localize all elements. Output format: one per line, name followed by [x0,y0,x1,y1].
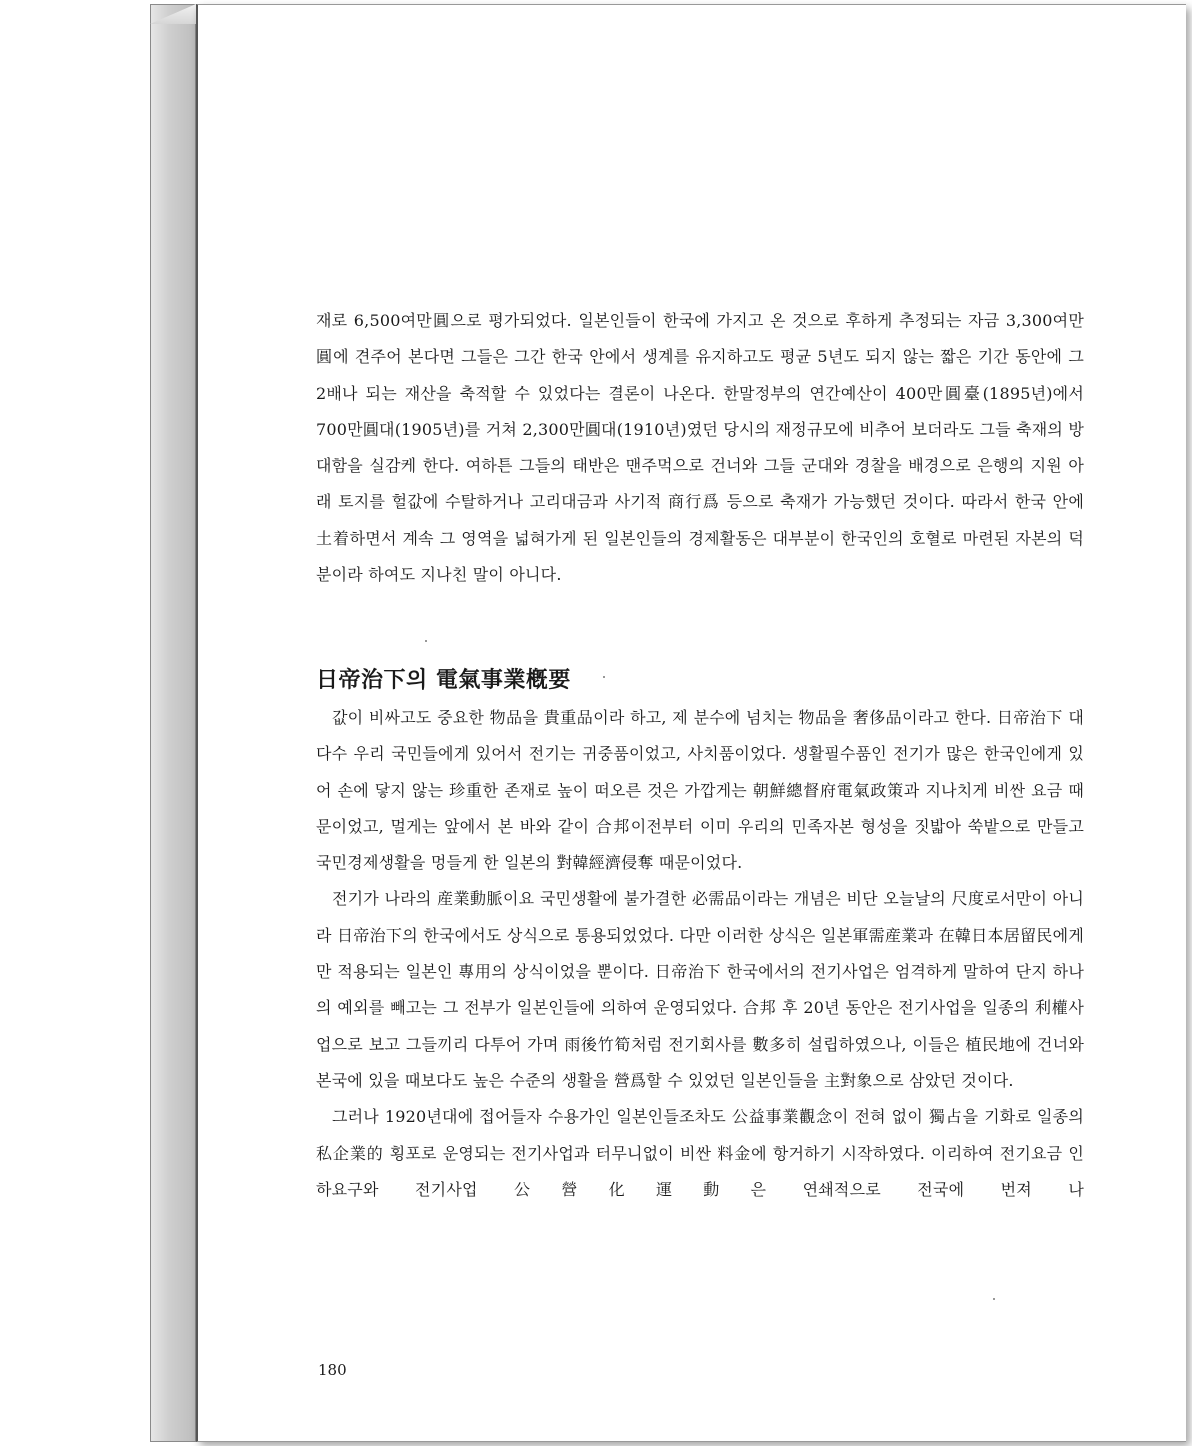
body-text-section-1 [316,303,1084,593]
body-text-section-2 [316,700,1084,1208]
paragraph: 재로 6,500여만圓으로 평가되었다. 일본인들이 한국에 가지고 온 것으로 후하게 추정되는 자금 3,300여만圓에 견주어 본다면 그들은 그간 한국 안에서 생계를 유지하고도 평균 5년도 되지 않는 짧은 기간 동안에 그 2배나 되는 재산을 축적할 수 있었다는 결론이 나온다. 한말정부의 연간예산이 400만圓臺(1895년)에서 700만圓대(1905년)를 거쳐 2,300만圓대(1910년)였던 당시의 재정규모에 비추어 보더라도 그들 축재의 방대함을 실감케 한다. 여하튼 그들의 태반은 맨주먹으로 건너와 그들 군대와 경찰을 배경으로 은행의 지원 아래 토지를 헐값에 수탈하거나 고리대금과 사기적 商行爲 등으로 축재가 가능했던 것이다. 따라서 한국 안에 土着하면서 계속 그 영역을 넓혀가게 된 일본인들의 경제활동은 대부분이 한국인의 호혈로 마련된 자본의 덕분이라 하여도 지나친 말이 아니다. [316,311,1084,585]
paragraph: 전기가 나라의 産業動脈이요 국민생활에 불가결한 必需品이라는 개념은 비단 오늘날의 尺度로서만이 아니라 日帝治下의 한국에서도 상식으로 통용되었었다. 다만 이러한 상식은 일본軍需産業과 在韓日本居留民에게만 적용되는 일본인 專用의 상식이었을 뿐이다. 日帝治下 한국에서의 전기사업은 엄격하게 말하여 단지 하나의 예외를 빼고는 그 전부가 일본인들에 의하여 운영되었다. 合邦 후 20년 동안은 전기사업을 일종의 利權사업으로 보고 그들끼리 다투어 가며 雨後竹筍처럼 전기회사를 數多히 설립하였으나, 이들은 植民地에 건너와 본국에 있을 때보다도 높은 수준의 생활을 營爲할 수 있었던 일본인들을 主對象으로 삼았던 것이다. [316,889,1084,1090]
paragraph: 그러나 1920년대에 접어들자 수용가인 일본인들조차도 公益事業觀念이 전혀 없이 獨占을 기화로 일종의 私企業的 횡포로 운영되는 전기사업과 터무니없이 비싼 料金에 항거하기 시작하였다. 이리하여 전기요금 인하요구와 전기사업 公營化運動은 연쇄적으로 전국에 번져 나 [316,1107,1084,1199]
scan-speck [603,676,605,678]
scan-speck [425,640,427,642]
section-heading: 日帝治下의 電氣事業槪要 [316,668,571,693]
book-spine [150,4,196,1442]
page-number: 180 [318,1361,347,1379]
scan-speck [993,1298,995,1300]
paragraph: 값이 비싸고도 중요한 物品을 貴重品이라 하고, 제 분수에 넘치는 物品을 奢侈品이라고 한다. 日帝治下 대다수 우리 국민들에게 있어서 전기는 귀중품이었고, 사치품이었다. 생활필수품인 전기가 많은 한국인에게 있어 손에 닿지 않는 珍重한 존재로 높이 떠오른 것은 가깝게는 朝鮮總督府電氣政策과 지나치게 비싼 요금 때문이었고, 멀게는 앞에서 본 바와 같이 合邦이전부터 이미 우리의 민족자본 형성을 짓밟아 쑥밭으로 만들고 국민경제생활을 멍들게 한 일본의 對韓經濟侵奪 때문이었다. [316,708,1084,873]
